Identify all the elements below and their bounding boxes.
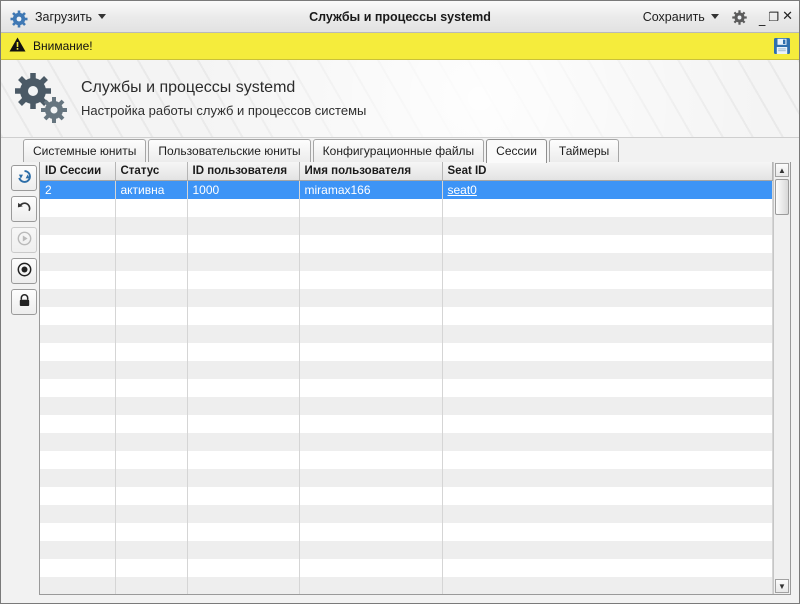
refresh-icon [17, 169, 32, 187]
chevron-down-icon [711, 14, 719, 19]
cell-seat-id[interactable]: seat0 [442, 181, 773, 200]
table-row[interactable] [40, 307, 773, 325]
refresh-button[interactable] [11, 165, 37, 191]
scrollbar-thumb[interactable] [775, 179, 789, 215]
column-header-session-id[interactable]: ID Сессии [40, 162, 115, 181]
table-row[interactable] [40, 181, 773, 200]
tab-user-units[interactable]: Пользовательские юниты [148, 139, 310, 162]
table-row[interactable] [40, 487, 773, 505]
banner-text-group [81, 79, 366, 118]
column-header-user-id[interactable]: ID пользователя [187, 162, 299, 181]
save-menu-button[interactable] [639, 8, 723, 26]
warning-triangle-icon [9, 37, 26, 55]
cell-user-id: 1000 [187, 181, 299, 200]
table-row[interactable] [40, 577, 773, 594]
table-row[interactable] [40, 433, 773, 451]
titlebar-right-group [639, 8, 799, 26]
table-row[interactable] [40, 379, 773, 397]
cell-session-id: 2 [40, 181, 115, 200]
load-menu-button[interactable] [31, 8, 110, 26]
chevron-down-icon [98, 14, 106, 19]
close-button[interactable]: ✕ [782, 9, 793, 24]
tab-sessions[interactable]: Сессии [486, 139, 547, 163]
floppy-disk-icon[interactable] [773, 37, 791, 55]
start-button [11, 227, 37, 253]
header-banner [1, 60, 799, 138]
warning-text: Внимание! [33, 39, 93, 53]
titlebar-left-group [1, 8, 110, 26]
table-body [40, 181, 773, 595]
lock-button[interactable] [11, 289, 37, 315]
banner-subtitle: Настройка работы служб и процессов системы [81, 103, 367, 118]
table-row[interactable] [40, 289, 773, 307]
record-circle-icon [17, 262, 32, 280]
stop-button[interactable] [11, 258, 37, 284]
banner-title: Службы и процессы systemd [81, 79, 296, 96]
tab-timers[interactable]: Таймеры [549, 139, 619, 162]
scroll-up-button[interactable]: ▲ [775, 163, 789, 177]
column-header-status[interactable]: Статус [115, 162, 187, 181]
undo-arrow-icon [17, 200, 32, 218]
window-title: Службы и процессы systemd [309, 9, 491, 24]
table-row[interactable] [40, 217, 773, 235]
table-row[interactable] [40, 235, 773, 253]
tab-system-units[interactable]: Системные юниты [23, 139, 146, 162]
table-header-row [40, 162, 773, 181]
scrollbar-track[interactable] [774, 215, 790, 578]
table-row[interactable] [40, 271, 773, 289]
tab-bar [1, 138, 799, 162]
table-row[interactable] [40, 541, 773, 559]
column-header-user-name[interactable]: Имя пользователя [299, 162, 442, 181]
table-row[interactable] [40, 397, 773, 415]
restart-button[interactable] [11, 196, 37, 222]
title-bar [1, 1, 799, 33]
window-controls [758, 9, 793, 27]
save-menu-label: Сохранить [642, 9, 705, 24]
table-row[interactable] [40, 199, 773, 217]
sessions-table [40, 162, 773, 594]
table-row[interactable] [40, 523, 773, 541]
table-row[interactable] [40, 415, 773, 433]
table-row[interactable] [40, 253, 773, 271]
maximize-button[interactable]: ❐ [768, 9, 780, 24]
main-content [1, 161, 799, 603]
warning-bar [1, 33, 799, 60]
table-row[interactable] [40, 343, 773, 361]
scroll-down-button[interactable]: ▼ [775, 579, 789, 593]
minimize-button[interactable]: _ [758, 12, 766, 27]
settings-gear-icon[interactable] [731, 9, 747, 25]
tab-config-files[interactable]: Конфигурационные файлы [313, 139, 484, 162]
table-row[interactable] [40, 469, 773, 487]
app-gear-icon [9, 9, 25, 25]
table-row[interactable] [40, 325, 773, 343]
cell-user-name: miramax166 [299, 181, 442, 200]
sessions-table-scroll [40, 162, 773, 594]
column-header-seat-id[interactable]: Seat ID [442, 162, 773, 181]
vertical-scrollbar[interactable] [773, 162, 790, 594]
play-icon [17, 231, 32, 249]
load-menu-label: Загрузить [35, 9, 93, 24]
lock-icon [17, 293, 32, 311]
banner-gears-icon [1, 70, 81, 128]
table-row[interactable] [40, 451, 773, 469]
table-row[interactable] [40, 505, 773, 523]
table-row[interactable] [40, 361, 773, 379]
table-row[interactable] [40, 559, 773, 577]
cell-status: активна [115, 181, 187, 200]
sessions-table-panel [39, 161, 791, 595]
tool-column [9, 161, 39, 595]
